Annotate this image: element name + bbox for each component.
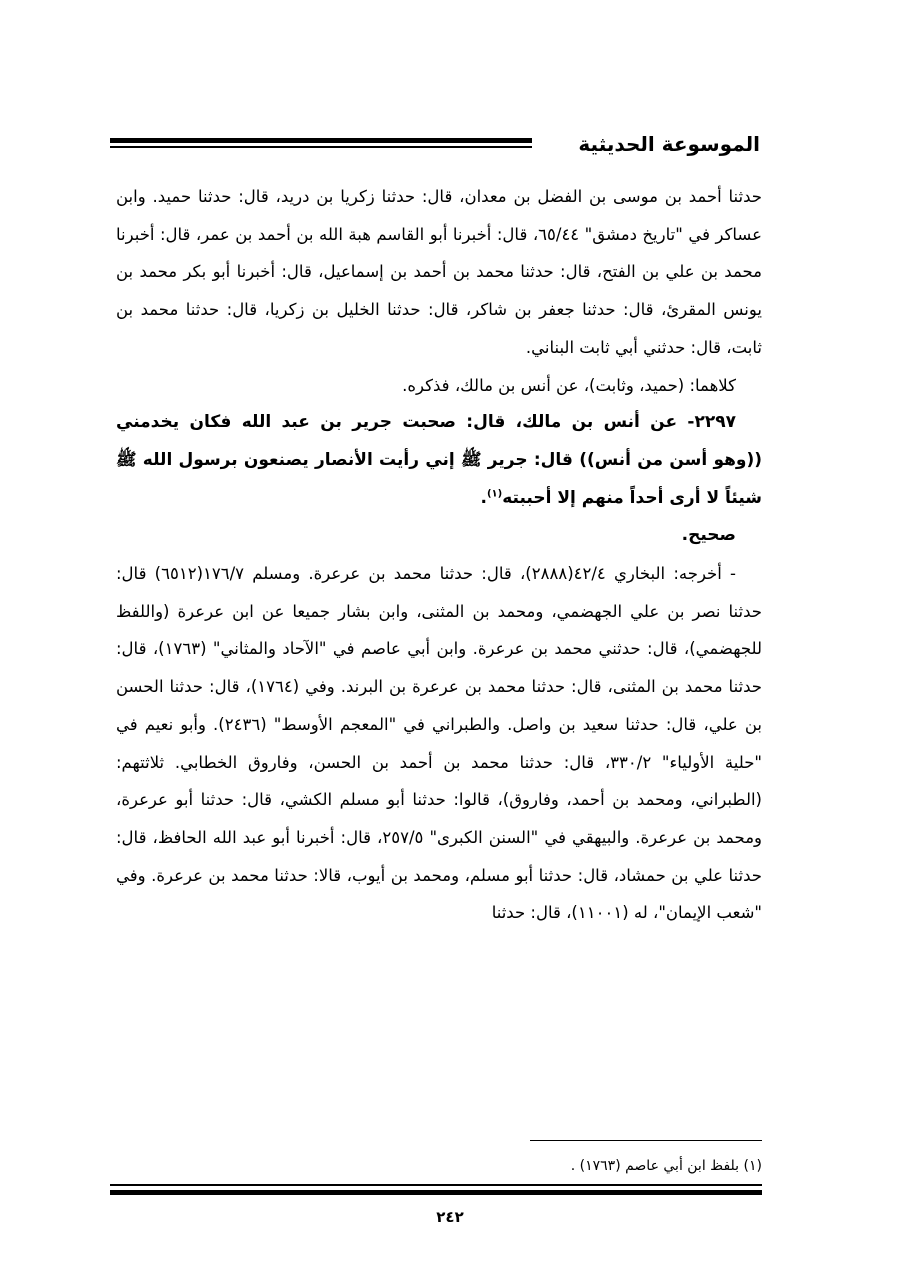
- paragraph-takhrij: - أخرجه: البخاري ٤٢/٤(٢٨٨٨)، قال: حدثنا محمد بن عرعرة. ومسلم ١٧٦/٧(٦٥١٢) قال: حدثنا نصر بن علي الجهضمي، ومحمد بن المثنى، وابن بشار جميعا عن ابن عرعرة (واللفظ للجهضمي)، قال: حدثني محمد بن عرعرة. وابن أبي عاصم في "الآحاد والمثاني" (١٧٦٣)، قال: حدثنا محمد بن المثنى، قال: حدثنا محمد بن عرعرة بن البرند. وفي (١٧٦٤)، قال: حدثنا الحسن بن علي، قال: حدثنا سعيد بن واصل. والطبراني في "المعجم الأوسط" (٢٤٣٦). وأبو نعيم في "حلية الأولياء" ٣٣٠/٢، قال: حدثنا محمد بن أحمد بن الحسن، وفاروق الخطابي. ثلاثتهم: (الطبراني، ومحمد بن أحمد، وفاروق)، قالوا: حدثنا أبو مسلم الكشي، قال: حدثنا أبو عرعرة، ومحمد بن عرعرة. والبيهقي في "السنن الكبرى" ٢٥٧/٥، قال: أخبرنا أبو عبد الله الحافظ، قال: حدثنا علي بن حمشاد، قال: حدثنا أبو مسلم، ومحمد بن أيوب، قالا: حدثنا محمد بن عرعرة. وفي "شعب الإيمان"، له (١١٠٠١)، قال: حدثنا: [116, 564, 763, 923]
- hadith-paragraph: [116, 404, 762, 517]
- running-header: [110, 126, 760, 166]
- header-rule-thick: [110, 138, 532, 143]
- footer-rule-thick: [110, 1190, 762, 1195]
- footnote-reference[interactable]: (١): [486, 487, 503, 499]
- footer-rule-thin: [110, 1184, 762, 1186]
- paragraph-chain: حدثنا أحمد بن موسى بن الفضل بن معدان، قال: حدثنا زكريا بن دريد، قال: حدثنا حميد. وابن عساكر في "تاريخ دمشق" ٦٥/٤٤، قال: أخبرنا أبو القاسم هبة الله بن أحمد بن عمر، قال: أخبرنا محمد بن علي بن الفتح، قال: حدثنا محمد بن أحمد بن إسماعيل، قال: أخبرنا أبو بكر محمد بن يونس المقرئ، قال: حدثنا جعفر بن شاكر، قال: حدثنا الخليل بن زكريا، قال: حدثنا محمد بن ثابت، قال: حدثني أبي ثابت البناني.: [116, 187, 762, 357]
- hadith-end: .: [480, 487, 487, 508]
- footnote: (١) بلفظ ابن أبي عاصم (١٧٦٣) .: [570, 1158, 762, 1174]
- hadith-text: ٢٢٩٧- عن أنس بن مالك، قال: صحبت جرير بن عبد الله فكان يخدمني ((وهو أسن من أنس)) قال: جرير ﷺ إني رأيت الأنصار يصنعون برسول الله ﷺ شيئاً لا أرى أحداً منهم إلا أحببته: [116, 412, 762, 508]
- paragraph-summary: كلاهما: (حميد، وثابت)، عن أنس بن مالك، فذكره.: [402, 375, 736, 395]
- header-title: الموسوعة الحديثية: [578, 132, 760, 156]
- footnote-separator: [530, 1140, 762, 1141]
- hadith-grade: صحيح.: [681, 525, 736, 546]
- main-text: [116, 178, 762, 932]
- page-number: ٢٤٢: [436, 1208, 464, 1226]
- header-rule: [110, 138, 532, 148]
- header-rule-thin: [110, 146, 532, 148]
